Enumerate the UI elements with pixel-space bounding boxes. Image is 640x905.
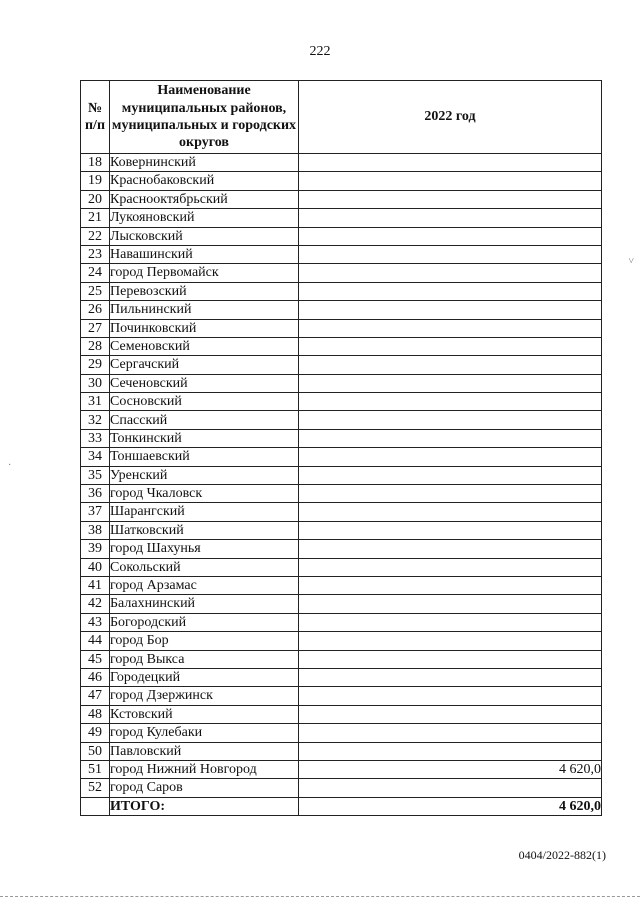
row-name: Сосновский: [110, 393, 299, 411]
row-number: 38: [81, 521, 110, 539]
bottom-divider: [0, 896, 640, 897]
row-number: 33: [81, 429, 110, 447]
row-name: город Саров: [110, 779, 299, 797]
table-row: [81, 356, 602, 374]
row-name: Шатковский: [110, 521, 299, 539]
margin-mark: ˅: [628, 256, 634, 267]
row-number: 28: [81, 337, 110, 355]
table-row: [81, 374, 602, 392]
table-row: [81, 411, 602, 429]
row-value: [299, 411, 602, 429]
row-name: Уренский: [110, 466, 299, 484]
table-row: [81, 576, 602, 594]
row-name: город Бор: [110, 632, 299, 650]
row-number: 22: [81, 227, 110, 245]
header-year-label: 2022 год: [424, 109, 476, 125]
row-value: [299, 172, 602, 190]
row-name: Краснооктябрьский: [110, 190, 299, 208]
row-name: Ковернинский: [110, 154, 299, 172]
row-name: Навашинский: [110, 245, 299, 263]
row-name: город Кулебаки: [110, 724, 299, 742]
row-name: Сеченовский: [110, 374, 299, 392]
row-value: [299, 319, 602, 337]
row-value: [299, 429, 602, 447]
table-row: [81, 485, 602, 503]
row-name: Тоншаевский: [110, 448, 299, 466]
row-number: 25: [81, 282, 110, 300]
row-number: 36: [81, 485, 110, 503]
row-number: 39: [81, 540, 110, 558]
row-value: [299, 209, 602, 227]
row-value: [299, 540, 602, 558]
row-name: город Чкаловск: [110, 485, 299, 503]
row-value: [299, 724, 602, 742]
header-number-label: № п/п: [84, 100, 106, 133]
row-value: [299, 576, 602, 594]
total-number: [81, 797, 110, 815]
row-name: город Выкса: [110, 650, 299, 668]
table-row: [81, 190, 602, 208]
row-name: Краснобаковский: [110, 172, 299, 190]
row-name: Перевозский: [110, 282, 299, 300]
total-row: [81, 797, 602, 815]
row-value: [299, 595, 602, 613]
row-number: 20: [81, 190, 110, 208]
row-number: 49: [81, 724, 110, 742]
row-number: 35: [81, 466, 110, 484]
row-name: Богородский: [110, 613, 299, 631]
table-row: [81, 337, 602, 355]
header-number: [81, 81, 110, 154]
row-number: 45: [81, 650, 110, 668]
page-number: 222: [309, 44, 331, 59]
row-number: 48: [81, 705, 110, 723]
row-number: 42: [81, 595, 110, 613]
table-row: [81, 632, 602, 650]
header-name: [110, 81, 299, 154]
row-name: Городецкий: [110, 668, 299, 686]
table-row: [81, 466, 602, 484]
row-number: 18: [81, 154, 110, 172]
table-row: [81, 613, 602, 631]
row-number: 41: [81, 576, 110, 594]
table-header-row: [81, 81, 602, 154]
total-value: 4 620,0: [299, 797, 602, 815]
table-row: [81, 705, 602, 723]
row-value: [299, 650, 602, 668]
row-name: Павловский: [110, 742, 299, 760]
row-number: 30: [81, 374, 110, 392]
data-table: [80, 80, 602, 816]
row-name: Кстовский: [110, 705, 299, 723]
row-value: [299, 742, 602, 760]
table-row: [81, 760, 602, 778]
row-number: 46: [81, 668, 110, 686]
table-row: [81, 209, 602, 227]
row-number: 26: [81, 301, 110, 319]
document-code: 0404/2022-882(1): [518, 848, 606, 862]
row-value: [299, 374, 602, 392]
row-value: [299, 337, 602, 355]
row-value: [299, 227, 602, 245]
row-number: 34: [81, 448, 110, 466]
row-value: [299, 687, 602, 705]
table-row: [81, 742, 602, 760]
row-value: [299, 264, 602, 282]
row-value: [299, 282, 602, 300]
header-name-label: Наименование муниципальных районов, муниципальных и городских округов: [111, 83, 297, 151]
row-name: Балахнинский: [110, 595, 299, 613]
row-number: 29: [81, 356, 110, 374]
row-value: [299, 632, 602, 650]
row-number: 44: [81, 632, 110, 650]
table-row: [81, 154, 602, 172]
row-number: 27: [81, 319, 110, 337]
row-value: [299, 668, 602, 686]
row-value: [299, 154, 602, 172]
header-year: [299, 81, 602, 154]
row-value: [299, 503, 602, 521]
total-label: ИТОГО:: [110, 797, 299, 815]
table-row: [81, 558, 602, 576]
row-number: 51: [81, 760, 110, 778]
table-row: [81, 264, 602, 282]
table-row: [81, 245, 602, 263]
row-name: Спасский: [110, 411, 299, 429]
row-value: [299, 705, 602, 723]
row-number: 52: [81, 779, 110, 797]
row-number: 47: [81, 687, 110, 705]
row-name: Сокольский: [110, 558, 299, 576]
row-name: Починковский: [110, 319, 299, 337]
row-value: [299, 485, 602, 503]
table-row: [81, 227, 602, 245]
margin-mark: ·: [8, 460, 12, 471]
table-row: [81, 595, 602, 613]
row-value: [299, 448, 602, 466]
row-name: Пильнинский: [110, 301, 299, 319]
row-number: 32: [81, 411, 110, 429]
row-number: 50: [81, 742, 110, 760]
table-row: [81, 172, 602, 190]
row-value: [299, 393, 602, 411]
row-name: Сергачский: [110, 356, 299, 374]
row-value: [299, 245, 602, 263]
row-name: город Шахунья: [110, 540, 299, 558]
row-number: 23: [81, 245, 110, 263]
row-number: 43: [81, 613, 110, 631]
table-row: [81, 319, 602, 337]
table-row: [81, 503, 602, 521]
row-number: 37: [81, 503, 110, 521]
row-value: [299, 613, 602, 631]
row-name: Лысковский: [110, 227, 299, 245]
table-body: [81, 154, 602, 798]
row-name: город Дзержинск: [110, 687, 299, 705]
row-value: [299, 558, 602, 576]
row-name: город Арзамас: [110, 576, 299, 594]
table-row: [81, 650, 602, 668]
row-name: Лукояновский: [110, 209, 299, 227]
table-row: [81, 429, 602, 447]
row-name: Семеновский: [110, 337, 299, 355]
table-row: [81, 393, 602, 411]
row-name: город Первомайск: [110, 264, 299, 282]
row-number: 31: [81, 393, 110, 411]
table-row: [81, 724, 602, 742]
table-row: [81, 668, 602, 686]
row-name: город Нижний Новгород: [110, 760, 299, 778]
table-row: [81, 779, 602, 797]
row-value: [299, 301, 602, 319]
row-number: 40: [81, 558, 110, 576]
table-row: [81, 301, 602, 319]
row-name: Шарангский: [110, 503, 299, 521]
row-value: [299, 190, 602, 208]
row-name: Тонкинский: [110, 429, 299, 447]
row-value: [299, 779, 602, 797]
row-number: 21: [81, 209, 110, 227]
table-row: [81, 521, 602, 539]
table-row: [81, 540, 602, 558]
row-number: 19: [81, 172, 110, 190]
table-row: [81, 448, 602, 466]
row-value: [299, 356, 602, 374]
row-value: [299, 466, 602, 484]
row-number: 24: [81, 264, 110, 282]
row-value: [299, 521, 602, 539]
table-row: [81, 282, 602, 300]
table-row: [81, 687, 602, 705]
row-value: 4 620,0: [299, 760, 602, 778]
